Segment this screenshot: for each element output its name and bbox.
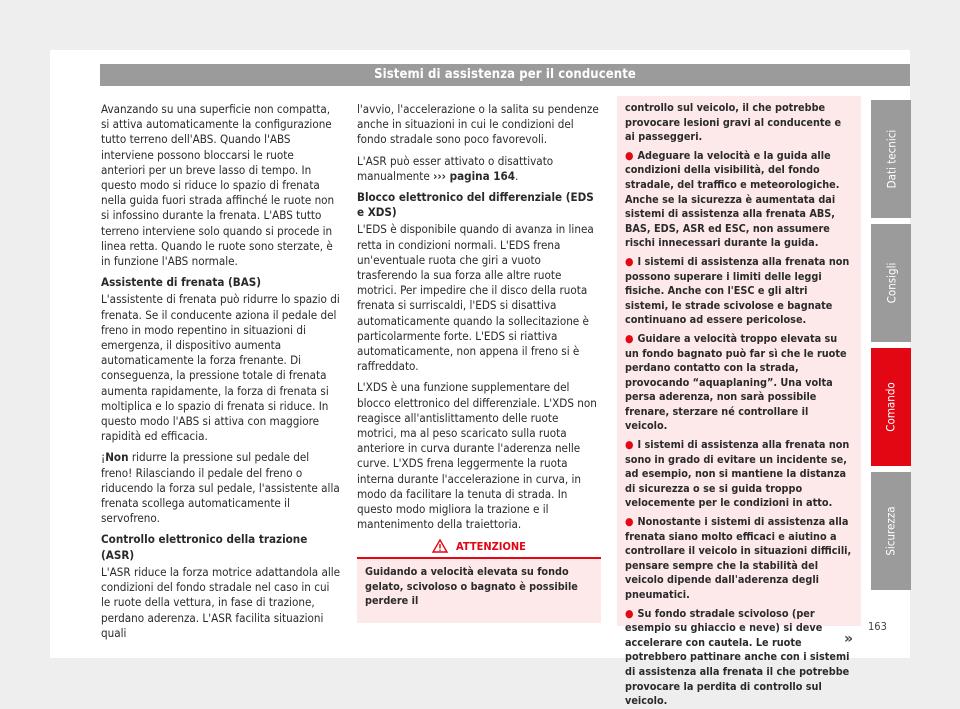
bullet-icon: ● — [625, 148, 634, 162]
tab-dati-tecnici[interactable]: Dati tecnici — [871, 100, 911, 218]
continue-arrow-icon: » — [844, 631, 854, 647]
asr-toggle-text: L'ASR può esser attivato o disattivato manualmente — [357, 153, 554, 183]
asr-toggle-end: . — [515, 168, 519, 183]
bullet-item: ● Su fondo stradale scivoloso (per esempio su ghiaccio e neve) si deve accelerare con cautela. Le ruote potrebbero pattinare anche con i sistemi di assistenza alla frenata il che potrebbe provocare la perdita di controllo sul veicolo. — [625, 606, 850, 708]
paragraph-abs-offroad: Avanzando su una superficie non compatta, si attiva automaticamente la configurazione tutto terreno dell'ABS. Quando l'ABS interviene possono bloccarsi le ruote anteriori per un breve lasso di tempo. In questo modo si riduce lo spazio di frenata nella guida fuori strada affinché le ruote non si infossino durante la frenata. L'ABS tutto terreno interviene solo quando si procede in linea retta. Quando le ruote sono sterzate, è in funzione l'ABS normale. — [101, 102, 335, 269]
column-middle — [357, 102, 601, 538]
bullet-item: ● I sistemi di assistenza alla frenata non sono in grado di evitare un incidente se, ad esempio, non si mantiene la distanza di sicurezza o se si guida troppo velocemente per le condizioni in atto. — [625, 438, 850, 510]
heading-bas: Assistente di frenata (BAS) — [101, 275, 262, 290]
heading-asr: Controllo elettronico della trazione (ASR) — [101, 532, 308, 562]
paragraph-eds: L'EDS è disponibile quando di avanza in linea retta in condizioni normali. L'EDS frena un'eventuale ruota che giri a vuoto trasferendo la sua forza alle altre ruote motrici. Per impedire che il disco della ruota frenata si surriscaldi, l'EDS si disattiva automaticamente quando la sollecitazione è particolarmente forte. L'EDS si riattiva automaticamente, non appena il freno si è raffreddato. — [357, 222, 594, 374]
bullet-icon: ● — [625, 331, 634, 345]
page-number: 163 — [868, 620, 887, 633]
paragraph-xds: L'XDS è una funzione supplementare del blocco elettronico del differenziale. L'XDS non reagisce all'antislittamento delle ruote motrici, ma al peso scaricato sulla ruota anteriore in curva durante l'aderenza nelle curve. L'XDS frena leggermente la ruota interna durante l'accelerazione in curva, in modo da facilitare la tenuta di strada. In questo modo migliora la trazione e il mantenimento della traiettoria. — [357, 380, 597, 532]
bullet-item: ● Adeguare la velocità e la guida alle condizioni della visibilità, del fondo stradale, del traffico e meteorologiche. Anche se la sicurezza è aumentata dai sistemi di assistenza alla frenata ABS, BAS, EDS, ASR ed ESC, non assumere rischi innecessari durante la guida. — [625, 148, 840, 250]
warning-triangle-icon — [432, 539, 448, 553]
warning-box — [357, 535, 601, 623]
bullet-icon: ● — [625, 438, 634, 452]
bullet-icon: ● — [625, 515, 634, 529]
warning-text: Guidando a velocità elevata su fondo gelato, scivoloso o bagnato è possibile perdere il — [365, 565, 578, 608]
paragraph-asr: L'ASR riduce la forza motrice adattandola alle condizioni del fondo stradale nel caso in cui le ruote della vettura, in fase di trazione, perdano aderenza. L'ASR facilita situazioni quali — [101, 564, 341, 640]
page-reference-link[interactable]: ››› pagina 164 — [433, 168, 516, 183]
tab-consigli[interactable]: Consigli — [871, 224, 911, 342]
non-bold: Non — [105, 450, 129, 465]
page — [50, 50, 910, 708]
warning-title: ATTENZIONE — [456, 539, 526, 553]
column-left — [101, 102, 341, 647]
tab-comando[interactable]: Comando — [871, 348, 911, 466]
bullet-item: ● I sistemi di assistenza alla frenata non possono superare i limiti delle leggi fisiche. Anche con l'ESC e gli altri sistemi, le strade scivolose e bagnate continuano ad essere pericolose. — [625, 254, 850, 327]
bullet-icon: ● — [625, 254, 634, 268]
page-header: Sistemi di assistenza per il conducente — [100, 64, 910, 86]
paragraph-asr-toggle — [357, 154, 601, 184]
heading-eds: Blocco elettronico del differenziale (EDS e XDS) — [357, 190, 594, 220]
tab-sicurezza[interactable]: Sicurezza — [871, 472, 911, 590]
paragraph-bas: L'assistente di frenata può ridurre lo spazio di frenata. Se il conducente aziona il pedale del freno in modo repentino in situazioni di emergenza, il dispositivo aumenta automaticamente la forza frenante. Di conseguenza, la pressione totale di frenata aumenta rapidamente, la forza di frenata si moltiplica e lo spazio di frenata si riduce. In questo modo l'ABS si attiva con maggiore rapidità ed efficacia. — [101, 292, 340, 444]
non-rest: ridurre la pressione sul pedale del freno! Rilasciando il pedale del freno o riducendo la forza sul pedale, l'assistente alla frenata scollega automaticamente il servofreno. — [101, 450, 340, 526]
bullet-icon: ● — [625, 606, 634, 620]
warning-continuation: controllo sul veicolo, il che potrebbe provocare lesioni gravi al conducente e ai passeggeri. — [625, 101, 842, 144]
paragraph-non — [101, 450, 341, 526]
warning-header — [357, 535, 601, 559]
paragraph-asr-cont: l'avvio, l'accelerazione o la salita su pendenze anche in situazioni in cui le condizioni del fondo stradale sono poco favorevoli. — [357, 102, 599, 147]
bullet-item: ● Guidare a velocità troppo elevata su un fondo bagnato può far sì che le ruote perdano contatto con la strada, provocando “aquaplaning”. Una volta persa aderenza, non sarà possibile frenare, sterzare né controllare il veicolo. — [625, 331, 847, 433]
bullet-item: ● Nonostante i sistemi di assistenza alla frenata siano molto efficaci e aiutino a controllare il veicolo in situazioni difficili, pensare sempre che la stabilità del veicolo dipende dall'aderenza degli pneumatici. — [625, 515, 852, 601]
non-prefix: ¡ — [101, 450, 106, 465]
column-right-warning — [617, 96, 861, 708]
